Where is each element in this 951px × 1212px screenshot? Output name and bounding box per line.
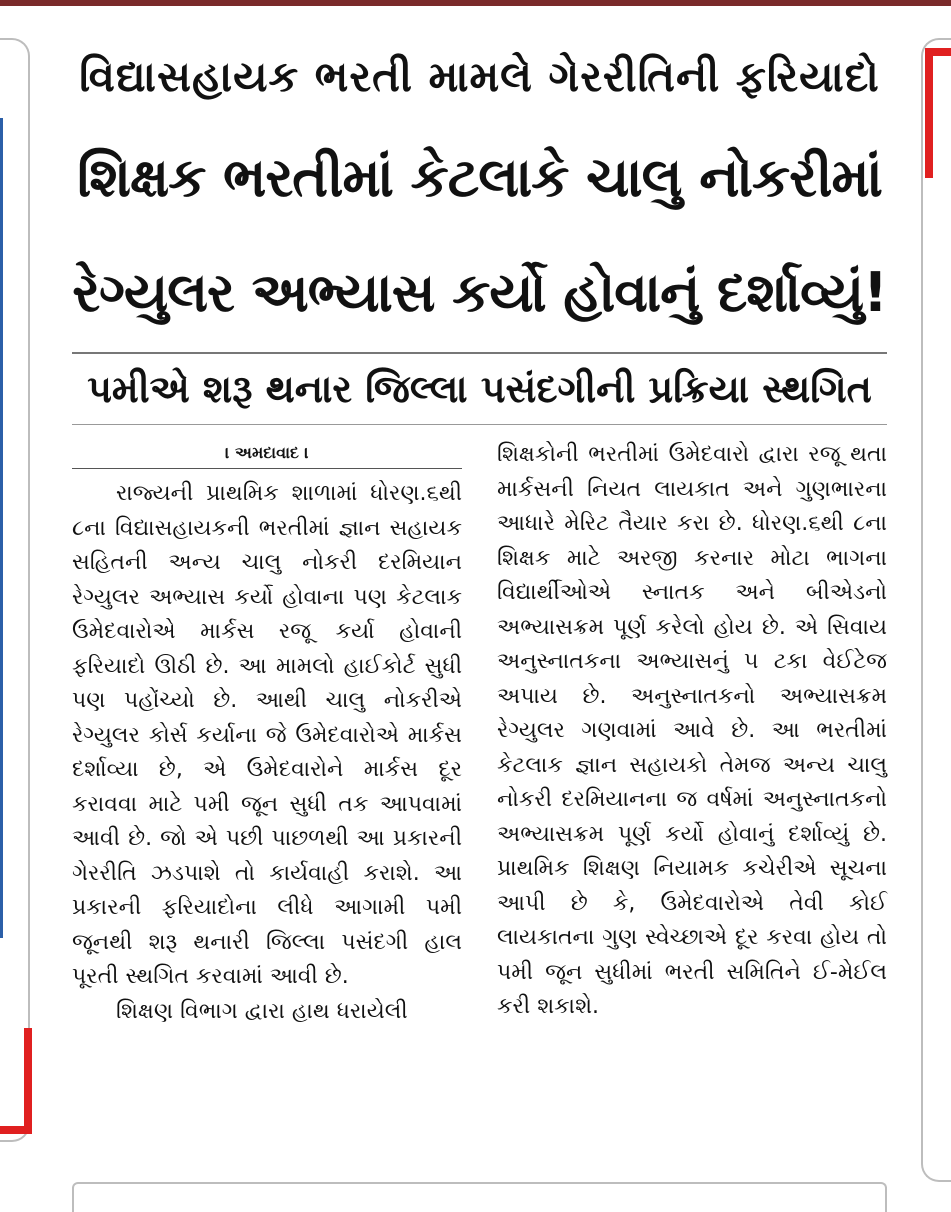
article-kicker: વિદ્યાસહાયક ભરતી મામલે ગેરરીતિની ફરિયાદો bbox=[79, 52, 880, 101]
body-column-right bbox=[497, 438, 887, 1025]
body-paragraph-2: શિક્ષણ વિભાગ દ્વારા હાથ ધરાયેલી bbox=[116, 998, 408, 1024]
dateline: । અમદાવાદ । bbox=[72, 438, 462, 469]
right-frame-curve bbox=[921, 38, 951, 1182]
article-subhead: પમીએ શરૂ થનાર જિલ્લા પસંદગીની પ્રક્રિયા સ્થગિત bbox=[87, 367, 872, 411]
subhead-divider bbox=[72, 424, 887, 425]
top-border bbox=[0, 0, 951, 6]
left-red-corner bbox=[0, 1028, 32, 1134]
right-red-corner bbox=[925, 48, 951, 178]
body-column-left bbox=[72, 438, 462, 1029]
news-article bbox=[72, 28, 887, 1187]
left-frame-curve bbox=[0, 38, 30, 1142]
body-paragraph-1: રાજ્યની પ્રાથમિક શાળામાં ધોરણ.૬થી ૮ના વિદ્યાસહાયકની ભરતીમાં જ્ઞાન સહાયક સહિતની અન્ય ચાલુ નોકરી દરમિયાન રેગ્યુલર અભ્યાસ કર્યો હોવાના પણ કેટલાક ઉમેદવારોએ માર્કસ રજૂ કર્યા હોવાની ફરિયાદો ઊઠી છે. આ મામલો હાઈકોર્ટ સુધી પણ પહોંચ્યો છે. આથી ચાલુ નોકરીએ રેગ્યુલર કોર્સ કર્યાના જે ઉમેદવારોએ માર્કસ દર્શાવ્યા છે, એ ઉમેદવારોને માર્કસ દૂર કરાવવા માટે પમી જૂન સુધી તક આપવામાં આવી છે. જો એ પછી પાછળથી આ પ્રકારની ગેરરીતિ ઝડપાશે તો કાર્યવાહી કરાશે. આ પ્રકારની ફરિયાદોના લીધે આગામી પમી જૂનથી શરૂ થનારી જિલ્લા પસંદગી હાલ પૂરતી સ્થગિત કરવામાં આવી છે. bbox=[72, 481, 462, 989]
headline-line-2: રેગ્યુલર અભ્યાસ કર્યો હોવાનું દર્શાવ્યું! bbox=[72, 261, 887, 324]
headline-line-1: શિક્ષક ભરતીમાં કેટલાકે ચાલુ નોકરીમાં bbox=[77, 146, 882, 209]
adjacent-article-left-edge bbox=[0, 38, 30, 1138]
body-paragraph-3: શિક્ષકોની ભરતીમાં ઉમેદવારો દ્વારા રજૂ થતા માર્કસની નિયત લાયકાત અને ગુણભારના આધારે મેરિટ તૈયાર કરા છે. ધોરણ.૬થી ૮ના શિક્ષક માટે અરજી કરનાર મોટા ભાગના વિદ્યાર્થીઓએ સ્નાતક અને બીએડનો અભ્યાસક્રમ પૂર્ણ કરેલો હોય છે. એ સિવાય અનુસ્નાતકના અભ્યાસનું ૫ ટકા વેઈટેજ અપાય છે. અનુસ્નાતકનો અભ્યાસક્રમ રેગ્યુલર ગણવામાં આવે છે. આ ભરતીમાં કેટલાક જ્ઞાન સહાયકો તેમજ અન્ય ચાલુ નોકરી દરમિયાનના જ વર્ષમાં અનુસ્નાતકનો અભ્યાસક્રમ પૂર્ણ કર્યો હોવાનું દર્શાવ્યું છે. પ્રાથમિક શિક્ષણ નિયામક કચેરીએ સૂચના આપી છે કે, ઉમેદવારોએ તેવી કોઈ લાયકાતના ગુણ સ્વેચ્છાએ દૂર કરવા હોય તો પમી જૂન સુધીમાં ભરતી સમિતિને ઈ-મેઈલ કરી શકાશે. bbox=[497, 442, 887, 1019]
adjacent-article-right-edge bbox=[905, 38, 951, 1178]
headline-divider bbox=[72, 352, 887, 354]
left-blue-line bbox=[0, 118, 3, 938]
